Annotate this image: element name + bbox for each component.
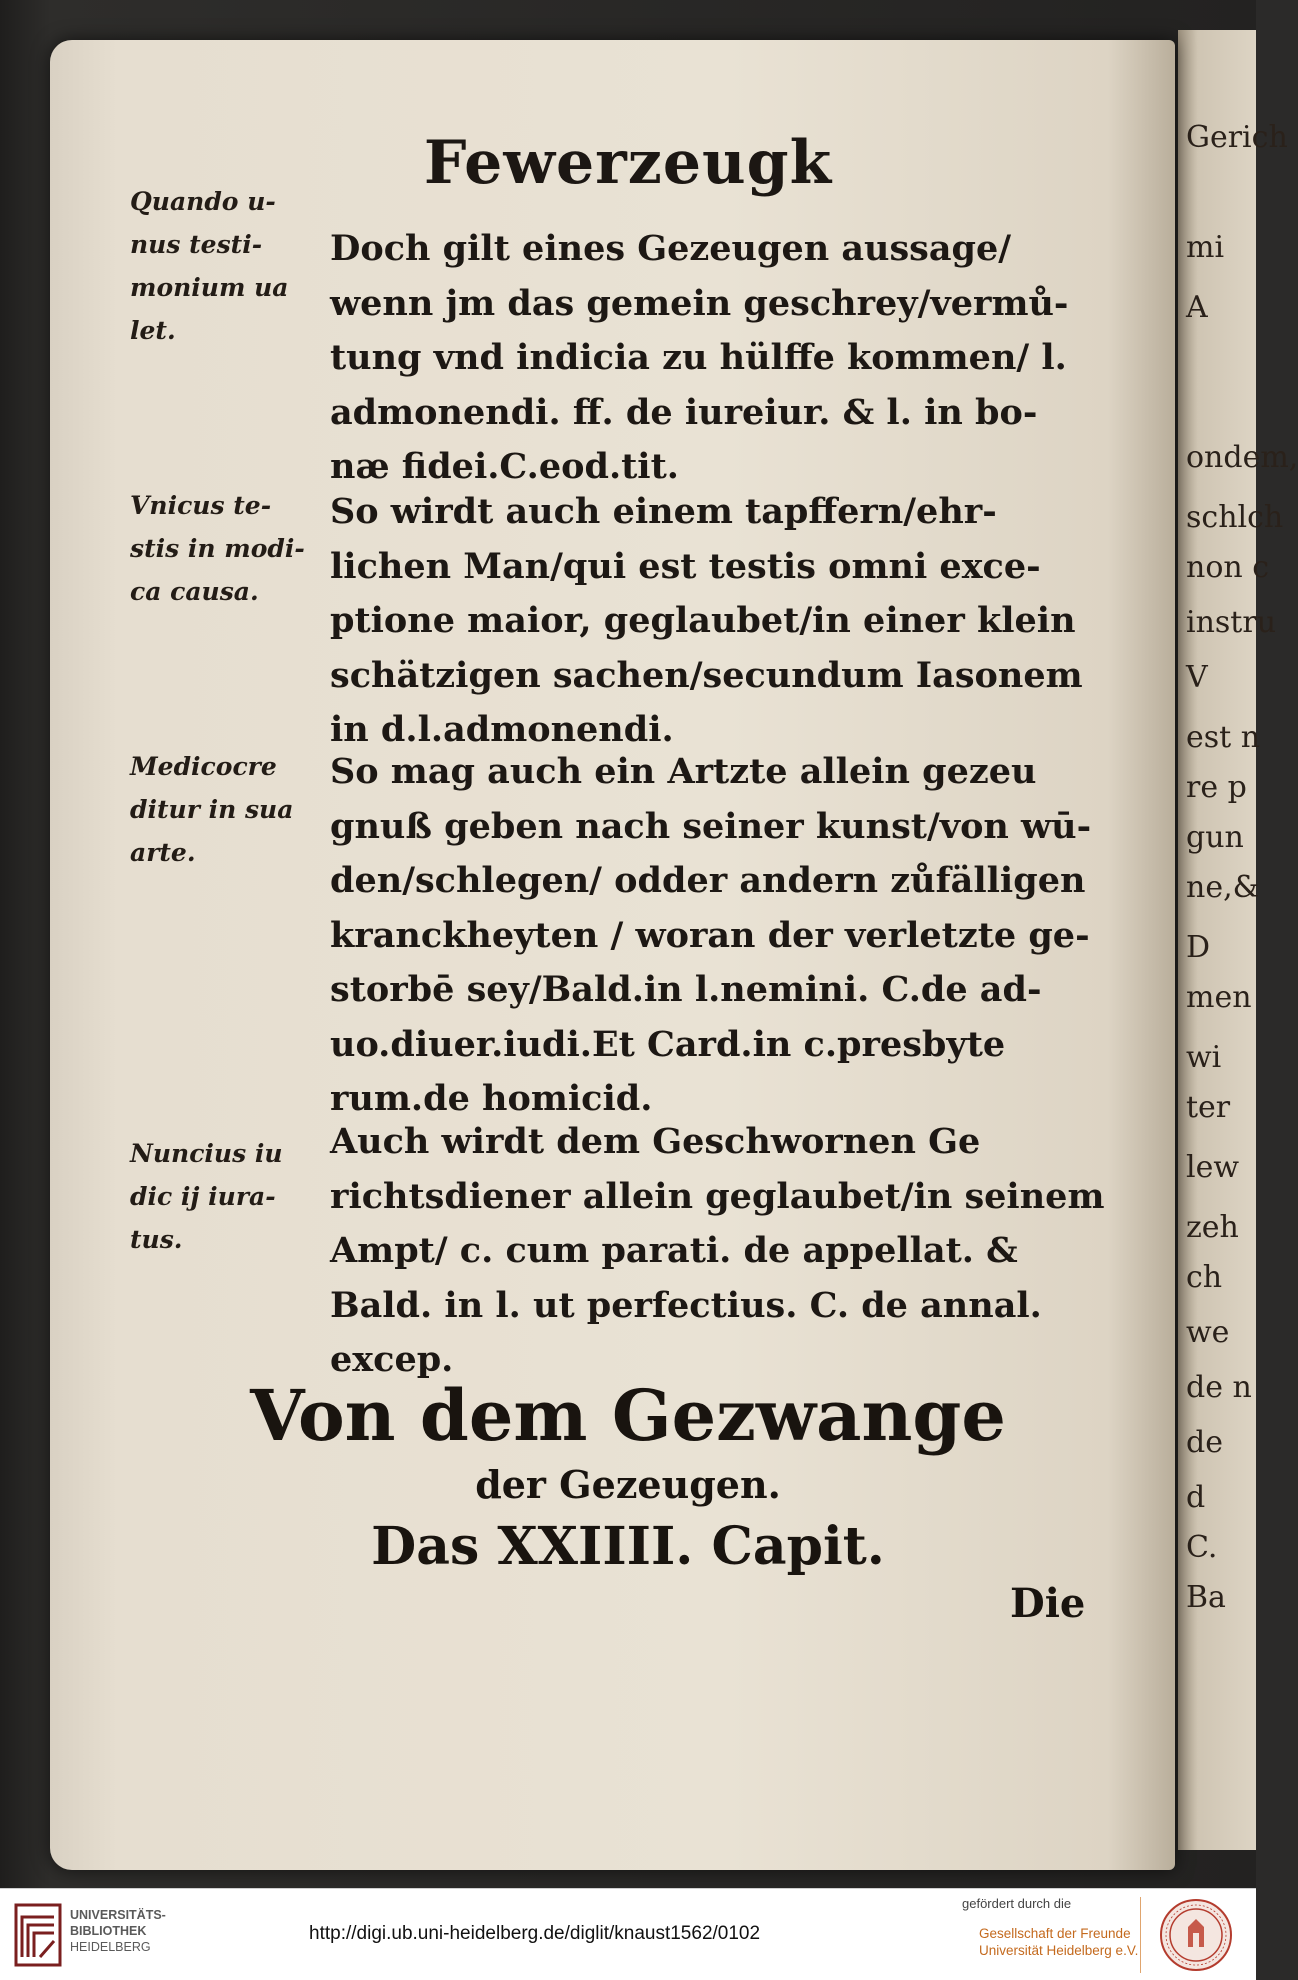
sponsor-label: gefördert durch die bbox=[962, 1896, 1072, 1911]
catchword: Die bbox=[1010, 1580, 1086, 1627]
facing-page-fragment: re p bbox=[1186, 770, 1247, 805]
university-seal-icon bbox=[1158, 1897, 1234, 1973]
facing-page-fragment: non c bbox=[1186, 550, 1270, 585]
facing-page-fragment: Ba bbox=[1186, 1580, 1226, 1615]
library-name: UNIVERSITÄTS- BIBLIOTHEK HEIDELBERG bbox=[70, 1908, 166, 1954]
text-line: Doch gilt eines Gezeugen aussage/ bbox=[330, 228, 1012, 269]
chapter-number: Das XXIIII. Capit. bbox=[371, 1516, 885, 1577]
facing-page-fragment: Gerich bbox=[1186, 120, 1288, 155]
permalink-url[interactable]: http://digi.ub.uni-heidelberg.de/diglit/knaust1562/0102 bbox=[309, 1923, 761, 1944]
text-line: ptione maior, geglaubet/in einer klein bbox=[330, 600, 1076, 641]
text-line: So wirdt auch einem tapffern/ehr- bbox=[330, 491, 997, 532]
text-line: in d.l.admonendi. bbox=[330, 709, 674, 750]
facing-page-edge bbox=[1178, 30, 1298, 1850]
facing-page-fragment: ne,& bbox=[1186, 870, 1260, 905]
paragraph-4 bbox=[330, 1115, 1105, 1388]
text-line: So mag auch ein Artzte allein gezeu bbox=[330, 751, 1037, 792]
text-line: tung vnd indicia zu hülffe kommen/ l. bbox=[330, 337, 1067, 378]
university-library-logo bbox=[14, 1903, 62, 1967]
facing-page-fragment: est n bbox=[1186, 720, 1261, 755]
text-line: lichen Man/qui est testis omni exce- bbox=[330, 545, 1041, 587]
facing-page-fragment: we bbox=[1186, 1315, 1230, 1350]
margin-note-1: Quando u- nus testi- monium ua let. bbox=[130, 187, 289, 345]
facing-page-fragment: gun bbox=[1186, 820, 1244, 855]
facing-page-fragment: lew bbox=[1186, 1150, 1240, 1185]
footer-divider bbox=[1140, 1897, 1141, 1973]
margin-note-4: Nuncius iu dic ij iura- tus. bbox=[130, 1139, 283, 1254]
text-line: uo.diuer.iudi.Et Card.in c.presbyte bbox=[330, 1023, 1006, 1065]
facing-page-fragment: de bbox=[1186, 1425, 1223, 1460]
paragraph-3 bbox=[330, 745, 1090, 1127]
chapter-subheading: der Gezeugen. bbox=[475, 1462, 781, 1507]
paragraph-2 bbox=[330, 485, 1090, 758]
text-line: wenn jm das gemein geschrey/vermů- bbox=[330, 282, 1069, 324]
text-line: Auch wirdt dem Geschwornen Ge bbox=[330, 1121, 981, 1162]
text-line: storbē sey/Bald.in l.nemini. C.de ad- bbox=[330, 969, 1042, 1010]
sponsor-name: Gesellschaft der Freunde Universität Heidelberg e.V. bbox=[979, 1926, 1139, 1958]
text-line: den/schlegen/ odder andern zůfälligen bbox=[330, 860, 1086, 901]
margin-note-2: Vnicus te- stis in modi- ca causa. bbox=[130, 491, 305, 606]
chapter-heading: Von dem Gezwange bbox=[250, 1374, 1006, 1457]
text-line: kranckheyten / woran der verletzte ge- bbox=[330, 914, 1090, 956]
paragraph-1 bbox=[330, 222, 1090, 495]
viewer-footer bbox=[0, 1888, 1256, 1980]
running-head: Fewerzeugk bbox=[423, 128, 833, 198]
text-line: schätzigen sachen/secundum Iasonem bbox=[330, 654, 1083, 696]
facing-page-fragment: men bbox=[1186, 980, 1252, 1015]
facing-page-fragment: V bbox=[1186, 660, 1208, 695]
text-line: excep. bbox=[330, 1339, 454, 1380]
facing-page-fragment: mi bbox=[1186, 230, 1225, 265]
text-line: Ampt/ c. cum parati. de appellat. & bbox=[330, 1230, 1018, 1271]
facing-page-fragment: de n bbox=[1186, 1370, 1252, 1405]
facing-page-fragment: D bbox=[1186, 930, 1211, 965]
text-line: admonendi. ff. de iureiur. & l. in bo- bbox=[330, 391, 1038, 433]
text-line: næ fidei.C.eod.tit. bbox=[330, 446, 679, 487]
facing-page-fragment: ch bbox=[1186, 1260, 1223, 1295]
facing-page-fragment: wi bbox=[1186, 1040, 1222, 1075]
facing-page-fragment: schlch bbox=[1186, 500, 1284, 535]
text-line: rum.de homicid. bbox=[330, 1078, 653, 1119]
facing-page-fragment: zeh bbox=[1186, 1210, 1239, 1245]
facing-page-fragment: A bbox=[1186, 290, 1208, 325]
facing-page-fragment: C. bbox=[1186, 1530, 1218, 1565]
facing-page-fragment: d bbox=[1186, 1480, 1206, 1515]
facing-page-fragment: instru bbox=[1186, 605, 1277, 640]
text-line: Bald. in l. ut perfectius. C. de annal. bbox=[330, 1284, 1042, 1326]
facing-page-fragment: ter bbox=[1186, 1090, 1231, 1125]
text-line: richtsdiener allein geglaubet/in seinem bbox=[330, 1175, 1105, 1217]
facing-page-fragment: ondem, bbox=[1186, 440, 1298, 475]
margin-note-3: Medicocre ditur in sua arte. bbox=[130, 752, 294, 867]
text-line: gnuß geben nach seiner kunst/von wū- bbox=[330, 805, 1092, 847]
